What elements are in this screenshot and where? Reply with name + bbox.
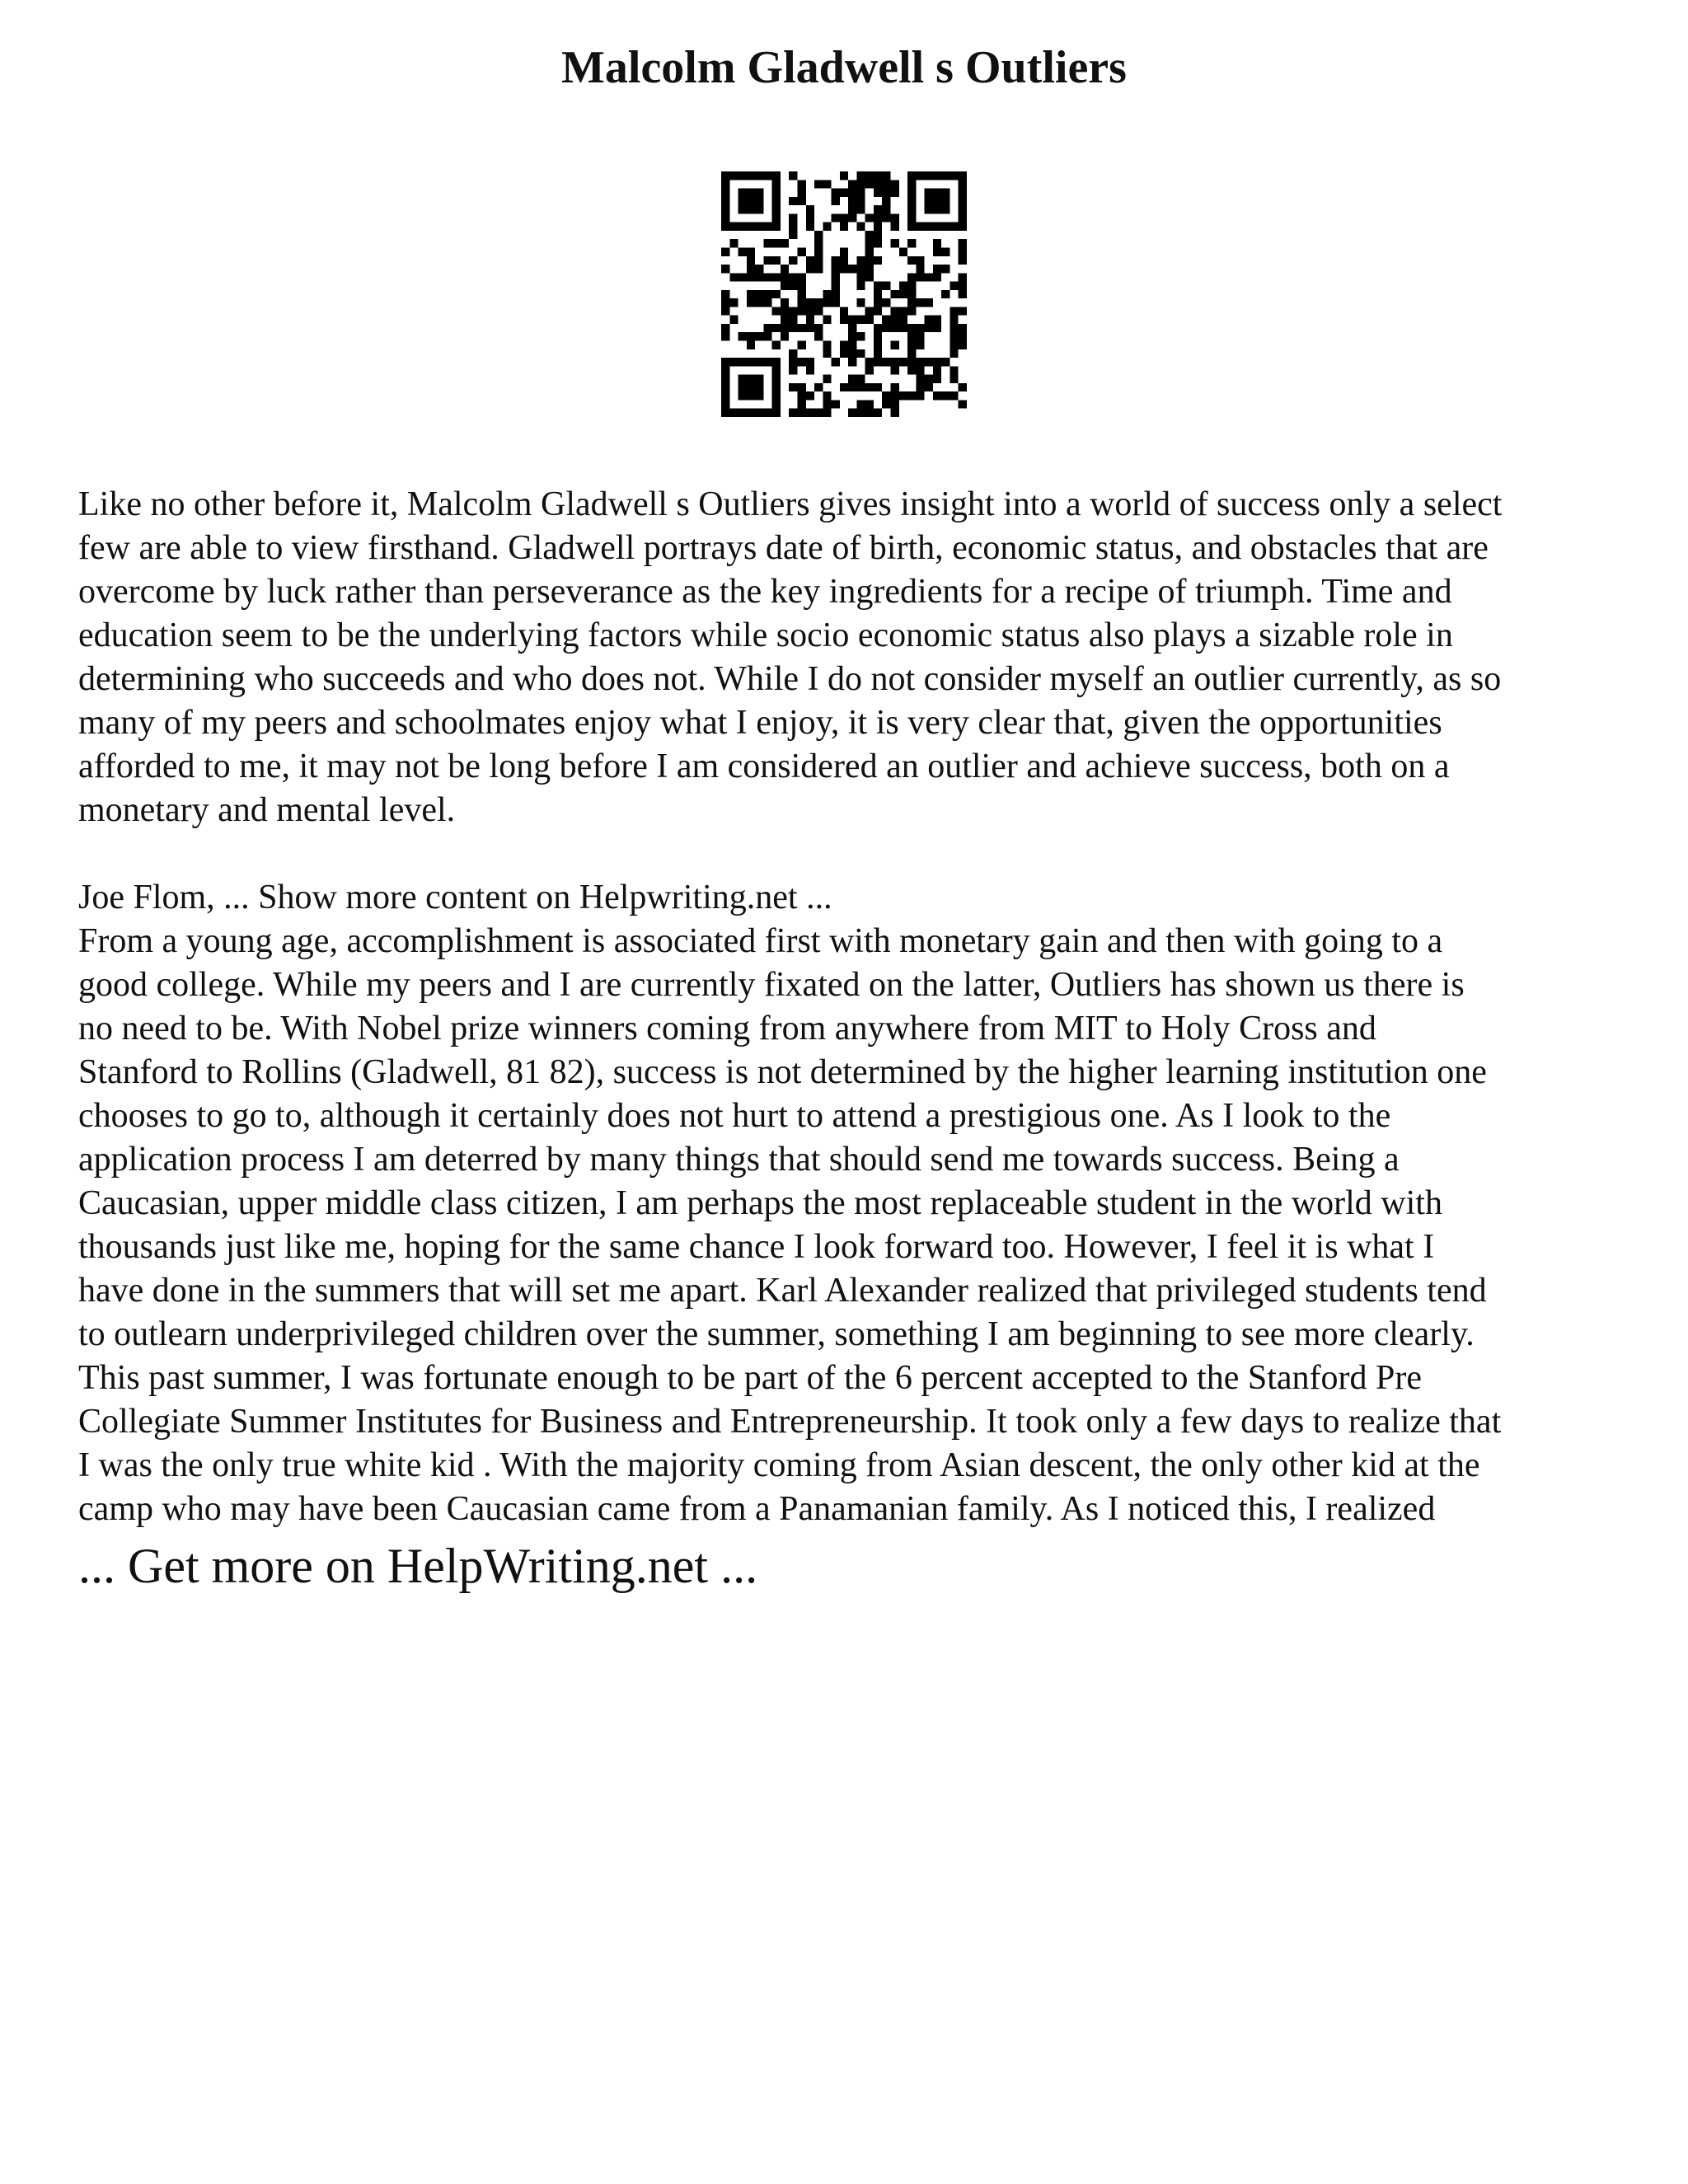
qr-code-icon[interactable] <box>721 171 967 417</box>
document-title: Malcolm Gladwell s Outliers <box>561 42 1127 93</box>
get-more-link[interactable]: ... Get more on HelpWriting.net ... <box>78 1539 758 1593</box>
body-paragraph-intro: Like no other before it, Malcolm Gladwell s Outliers gives insight into a world of success only a select few are able to view firsthand. Gladwell portrays date of birth, economic status, and obstacles that are overcome by luck rather than perseverance as the key ingredients for a recipe of triumph. Time and education seem to be the underlying factors while socio economic status also plays a sizable role in determining who succeeds and who does not. While I do not consider myself an outlier currently, as so many of my peers and schoolmates enjoy what I enjoy, it is very clear that, given the opportunities afforded to me, it may not be long before I am considered an outlier and achieve success, both on a monetary and mental level. <box>78 485 1503 829</box>
body-paragraph-excerpt: Joe Flom, ... Show more content on Helpwriting.net ... From a young age, accomplishment is associated first with monetary gain and then with going to a good college. While my peers and I are currently fixated on the latter, Outliers has shown us there is no need to be. With Nobel prize winners coming from anywhere from MIT to Holy Cross and Stanford to Rollins (Gladwell, 81 82), success is not determined by the higher learning institution one chooses to go to, although it certainly does not hurt to attend a prestigious one. As I look to the application process I am deterred by many things that should send me towards success. Being a Caucasian, upper middle class citizen, I am perhaps the most replaceable student in the world with thousands just like me, hoping for the same chance I look forward too. However, I feel it is what I have done in the summers that will set me apart. Karl Alexander realized that privileged students tend to outlearn underprivileged children over the summer, something I am beginning to see more clearly. This past summer, I was fortunate enough to be part of the 6 percent accepted to the Stanford Pre Collegiate Summer Institutes for Business and Entrepreneurship. It took only a few days to realize that I was the only true white kid . With the majority coming from Asian descent, the only other kid at the camp who may have been Caucasian came from a Panamanian family. As I noticed this, I realized <box>78 879 1502 1528</box>
